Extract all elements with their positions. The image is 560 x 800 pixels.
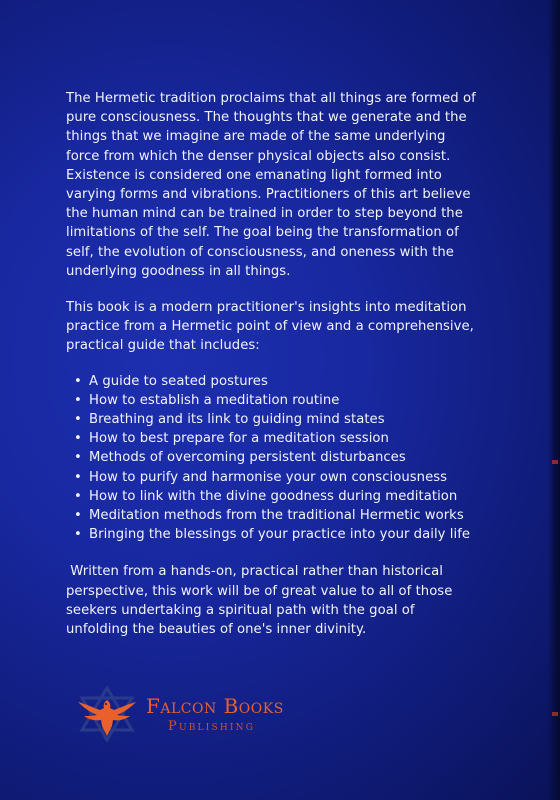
back-cover-text [66, 89, 476, 639]
list-item: • How to purify and harmonise your own consciousness [74, 468, 476, 487]
closing-paragraph: Written from a hands-on, practical rather than historical perspective, this work will be of great value to all of those seekers undertaking a spiritual path with the goal of unfolding the beauties of one's inner divinity. [66, 564, 457, 638]
list-item: • How to link with the divine goodness during meditation [74, 487, 476, 506]
list-item: • Methods of overcoming persistent disturbances [74, 448, 476, 467]
publisher-logo [72, 686, 322, 742]
intro-paragraph: The Hermetic tradition proclaims that all things are formed of pure consciousness. The thoughts that we generate and the things that we imagine are made of the same underlying force from which the denser physical objects also consist. Existence is considered one emanating light formed into varying forms and vibrations. Practitioners of this art believe the human mind can be trained in order to step beyond the limitations of the self. The goal being the transformation of self, the evolution of consciousness, and oneness with the underlying goodness in all things. [66, 91, 476, 279]
feature-list [66, 372, 476, 545]
publisher-name-line1: Falcon Books [146, 694, 284, 718]
list-item: • A guide to seated postures [74, 372, 476, 391]
book-summary-paragraph: This book is a modern practitioner's insights into meditation practice from a Hermetic point of view and a comprehensive, practical guide that includes: [66, 300, 474, 354]
edge-mark [552, 712, 558, 716]
list-item: • Breathing and its link to guiding mind states [74, 410, 476, 429]
publisher-name-line2: Publishing [168, 719, 256, 734]
list-item: • Bringing the blessings of your practice into your daily life [74, 525, 476, 544]
list-item: • Meditation methods from the traditional Hermetic works [74, 506, 476, 525]
list-item: • How to establish a meditation routine [74, 391, 476, 410]
spine-edge [548, 0, 560, 800]
falcon-star-icon [72, 686, 142, 742]
list-item: • How to best prepare for a meditation session [74, 429, 476, 448]
edge-mark [552, 460, 558, 464]
publisher-name [146, 696, 284, 733]
